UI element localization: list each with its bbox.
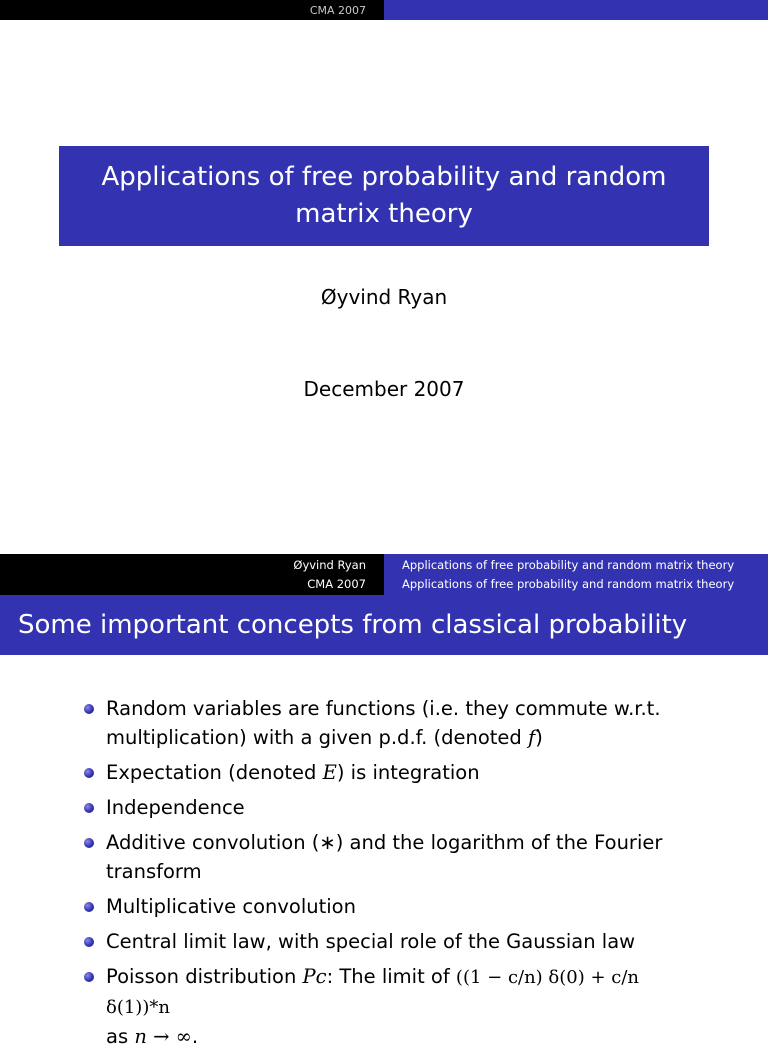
slide1-topbar-accent <box>384 0 768 20</box>
list-item <box>84 828 684 886</box>
bullet-icon <box>84 902 94 912</box>
bullet-text: as <box>106 1025 135 1048</box>
bullet-text: ) <box>535 726 543 749</box>
header-title-line2: Applications of free probability and random matrix theory <box>402 576 735 591</box>
slide1-top-bar <box>0 0 768 20</box>
bullet-text: Independence <box>106 796 245 819</box>
list-item <box>84 793 684 822</box>
list-item <box>84 927 684 956</box>
bullet-text: Random variables are functions (i.e. they commute w.r.t. multiplication) with a given p.d.f. (denoted <box>106 697 661 749</box>
bullet-icon <box>84 937 94 947</box>
bullet-icon <box>84 768 94 778</box>
list-item <box>84 892 684 921</box>
slide1-topbar-label: CMA 2007 <box>0 0 384 20</box>
header-author: Øyvind Ryan <box>293 557 366 572</box>
slide2-header-right <box>384 554 768 595</box>
slide2-frame-title <box>0 595 768 655</box>
bullet-icon <box>84 838 94 848</box>
concept-list <box>84 694 684 1057</box>
frame-title-text: Some important concepts from classical probability <box>18 610 688 640</box>
slide1-title: Applications of free probability and random matrix theory <box>101 162 667 229</box>
bullet-icon <box>84 704 94 714</box>
bullet-icon <box>84 803 94 813</box>
header-title-line1: Applications of free probability and random matrix theory <box>402 557 735 572</box>
bullet-text: Poisson distribution <box>106 965 303 988</box>
math-var: Pc <box>302 965 327 988</box>
list-item <box>84 694 684 752</box>
bullet-text: ) is integration <box>336 761 480 784</box>
bullet-text: . <box>191 1025 199 1048</box>
slide2-header-left <box>0 554 384 595</box>
bullet-text: Additive convolution (∗) and the logarithm of the Fourier transform <box>106 831 663 883</box>
slide1-author: Øyvind Ryan <box>320 285 448 309</box>
bullet-icon <box>84 972 94 982</box>
header-conference: CMA 2007 <box>307 576 366 591</box>
math-var: E <box>322 761 337 784</box>
list-item <box>84 962 684 1051</box>
bullet-text: Central limit law, with special role of the Gaussian law <box>106 930 636 953</box>
list-item <box>84 758 684 787</box>
math-var: f <box>527 726 536 749</box>
slide1-title-box <box>59 146 709 246</box>
math-limit: n → ∞ <box>134 1025 192 1048</box>
poisson-formula: ((1 − c/n) δ(0) + c/n δ(1))*n <box>106 967 640 1018</box>
slide2-header <box>0 554 768 595</box>
bullet-text: Expectation (denoted <box>106 761 323 784</box>
bullet-text: Multiplicative convolution <box>106 895 356 918</box>
bullet-text: : The limit of <box>326 965 456 988</box>
slide1-date: December 2007 <box>303 377 465 401</box>
